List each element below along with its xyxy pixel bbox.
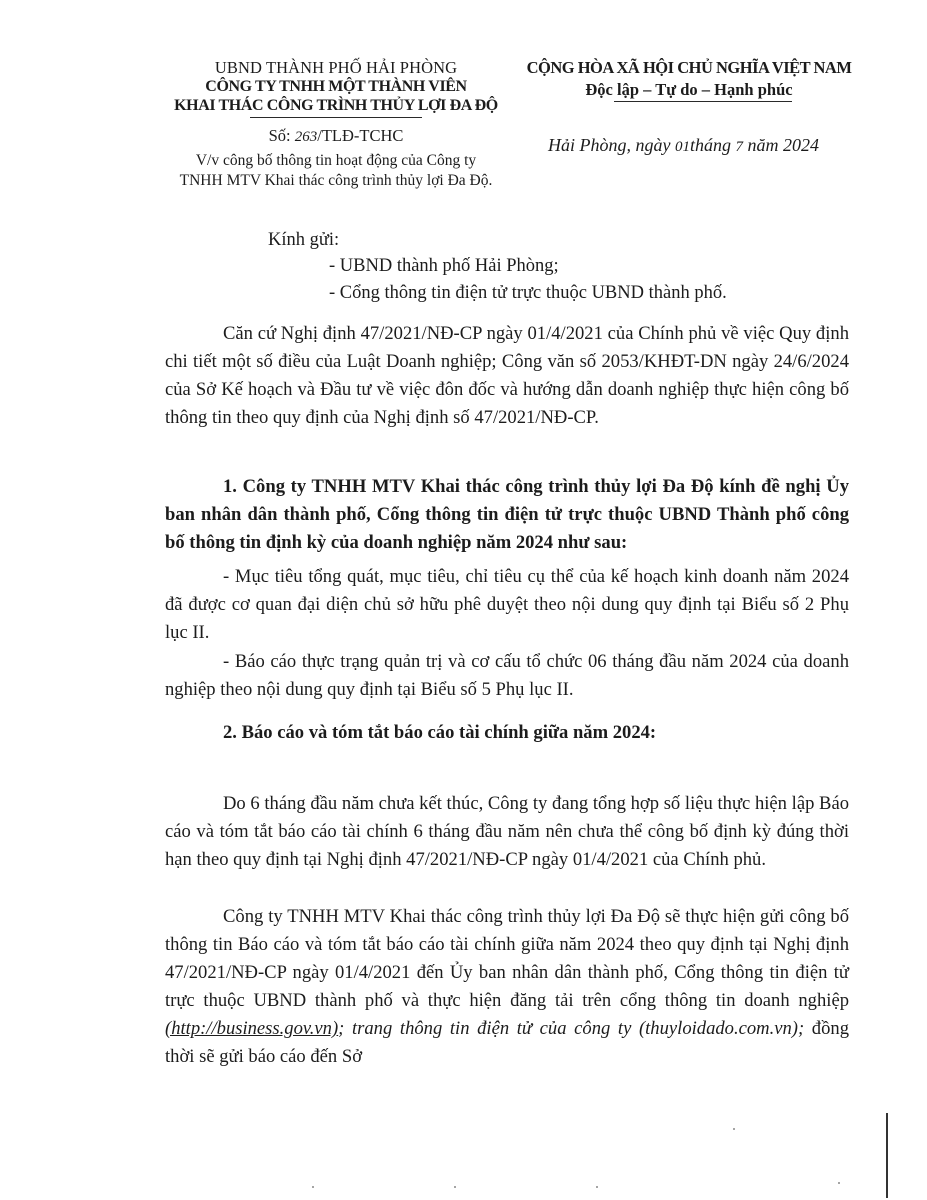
date-suffix: năm 2024 xyxy=(743,135,819,155)
company-name-line2: KHAI THÁC CÔNG TRÌNH THỦY LỢI ĐA ĐỘ xyxy=(174,97,498,114)
recipient-item: - UBND thành phố Hải Phòng; xyxy=(329,256,559,276)
legal-basis-text: Căn cứ Nghị định 47/2021/NĐ-CP ngày 01/4/2021 của Chính phủ về việc Quy định chi tiết một số điều của Luật Doanh nghiệp; Công văn số 2053/KHĐT-DN ngày 24/6/2024 của Sở Kế hoạch và Đầu tư về việc đôn đốc và hướng dẫn doanh nghiệp thực hiện công bố thông tin theo quy định của Nghị định số 47/2021/NĐ-CP. xyxy=(165,323,849,428)
subject-line xyxy=(140,151,532,191)
scan-speck xyxy=(733,1128,735,1130)
subject-line-1: V/v công bố thông tin hoạt động của Công ty xyxy=(195,152,477,169)
legal-basis-paragraph xyxy=(165,320,849,432)
date-day: 01 xyxy=(674,139,690,155)
motto-underline xyxy=(614,101,792,102)
company-website-text: (thuyloidado.com.vn); xyxy=(638,1018,805,1039)
subject-line-2: TNHH MTV Khai thác công trình thủy lợi Đa Độ. xyxy=(179,172,493,189)
section-1-item-1 xyxy=(165,563,849,647)
date-prefix: Hải Phòng, ngày xyxy=(548,135,675,155)
national-motto: Độc lập – Tự do – Hạnh phúc xyxy=(585,80,793,99)
section-2-paragraph-2 xyxy=(165,903,849,1071)
section-2-heading-text: 2. Báo cáo và tóm tắt báo cáo tài chính giữa năm 2024: xyxy=(223,722,657,743)
section-1-item-2-text: - Báo cáo thực trạng quản trị và cơ cấu tổ chức 06 tháng đầu năm 2024 của doanh nghiệp theo nội dung quy định tại Biểu số 5 Phụ lục II. xyxy=(165,651,849,700)
doc-number-handwritten: 263 xyxy=(294,129,318,145)
header-underline xyxy=(250,117,422,118)
date-month: 7 xyxy=(735,139,743,155)
date-mid: tháng xyxy=(689,135,736,155)
doc-number-suffix: /TLĐ-TCHC xyxy=(317,126,404,145)
section-2-paragraph-1-text: Do 6 tháng đầu năm chưa kết thúc, Công ty đang tổng hợp số liệu thực hiện lập Báo cáo và tóm tắt báo cáo tài chính 6 tháng đầu năm nên chưa thể công bố định kỳ đúng thời hạn theo quy định tại Nghị định 47/2021/NĐ-CP ngày 01/4/2021 của Chính phủ. xyxy=(165,793,849,870)
scan-speck xyxy=(838,1182,840,1184)
scan-speck xyxy=(454,1186,456,1188)
recipient-item: - Cổng thông tin điện tử trực thuộc UBND thành phố. xyxy=(329,283,727,303)
date-line xyxy=(548,133,819,159)
company-name-line1: CÔNG TY TNHH MỘT THÀNH VIÊN xyxy=(205,78,467,95)
section-1-heading xyxy=(165,473,849,557)
document-number xyxy=(140,126,532,147)
business-portal-link[interactable]: (http://business.gov.vn) xyxy=(165,1018,339,1039)
section-2-heading xyxy=(165,719,849,747)
scan-speck xyxy=(596,1186,598,1188)
recipients-label: Kính gửi: xyxy=(268,230,340,250)
section-1-item-1-text: - Mục tiêu tổng quát, mục tiêu, chỉ tiêu cụ thể của kế hoạch kinh doanh năm 2024 đã được cơ quan đại diện chủ sở hữu phê duyệt theo nội dung quy định tại Biểu số 2 Phụ lục II. xyxy=(165,566,849,643)
issuing-authority: UBND THÀNH PHỐ HẢI PHÒNG xyxy=(214,58,458,77)
doc-number-prefix: Số: xyxy=(268,126,295,145)
scan-speck xyxy=(312,1186,314,1188)
recipients-list xyxy=(329,253,727,307)
paragraph-text: Công ty TNHH MTV Khai thác công trình thủy lợi Đa Độ sẽ thực hiện gửi công bố thông tin Báo cáo và tóm tắt báo cáo tài chính giữa năm 2024 theo quy định tại Nghị định 47/2021/NĐ-CP ngày 01/4/2021 đến Ủy ban nhân dân thành phố, Cổng thông tin điện tử trực thuộc UBND thành phố và thực hiện đăng tải trên cổng thông tin doanh nghiệp xyxy=(165,906,849,1011)
issuer-header xyxy=(140,58,532,191)
nation-title: CỘNG HÒA XÃ HỘI CHỦ NGHĨA VIỆT NAM xyxy=(526,58,852,77)
section-1-heading-text: 1. Công ty TNHH MTV Khai thác công trình thủy lợi Đa Độ kính đề nghị Ủy ban nhân dân thành phố, Cổng thông tin điện tử trực thuộc UBND Thành phố công bố thông tin định kỳ của doanh nghiệp năm 2024 như sau: xyxy=(165,476,849,553)
national-header xyxy=(500,58,878,102)
section-1-item-2 xyxy=(165,648,849,704)
paragraph-text: đồng thời sẽ gửi báo cáo đến Sở xyxy=(165,1018,849,1067)
section-2-paragraph-1 xyxy=(165,790,849,874)
section-2-paragraph-2-text xyxy=(165,903,849,1071)
scan-edge-line xyxy=(886,1113,888,1198)
paragraph-text: ; trang thông tin điện tử của công ty xyxy=(338,1018,639,1039)
